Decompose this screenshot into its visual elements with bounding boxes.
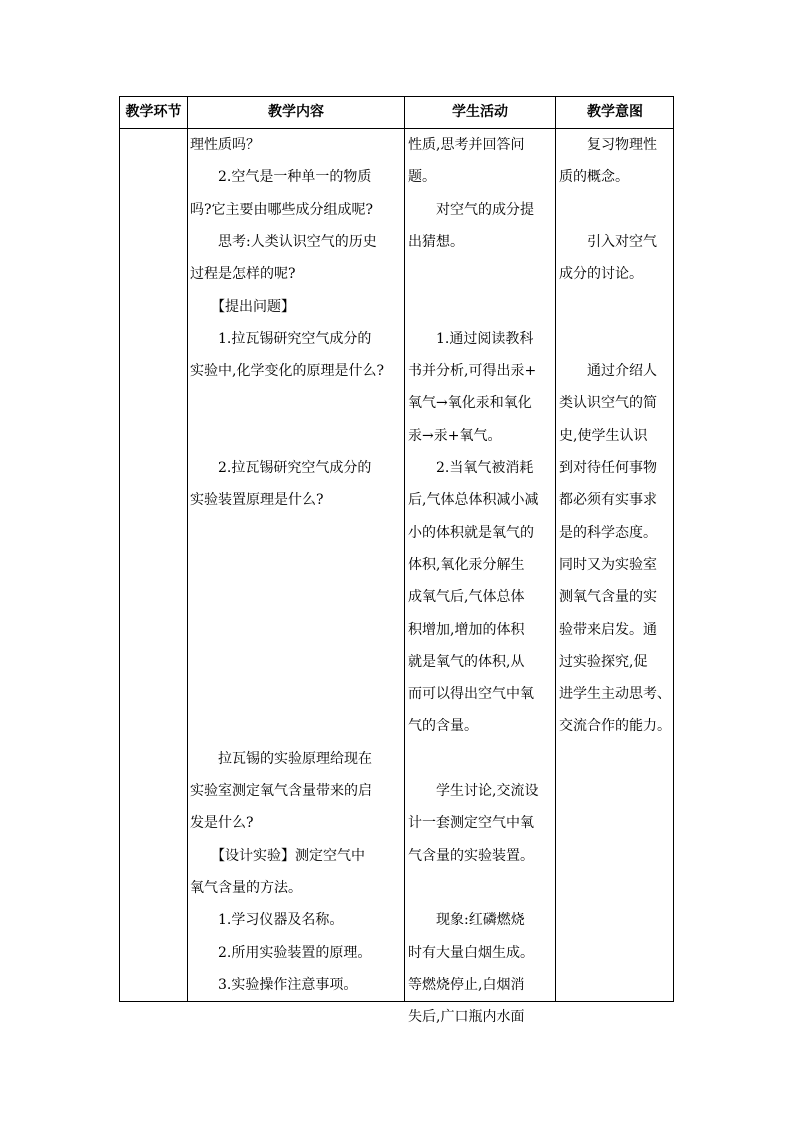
activity-text-line: 书并分析,可得出汞+ [408, 363, 537, 380]
activity-text-line: 气含量的实验装置。 [408, 847, 534, 864]
activity-text-line: 2.当氧气被消耗 [408, 460, 534, 476]
content-text-line: 3.实验操作注意事项。 [190, 976, 358, 993]
activity-text-line: 对空气的成分提 [408, 201, 534, 218]
activity-text-line: 体积,氧化汞分解生 [408, 556, 525, 573]
content-text-line: 2.拉瓦锡研究空气成分的 [190, 460, 372, 476]
intent-text-line: 通过介绍人 [559, 363, 657, 380]
intent-text-line: 史,使学生认识 [559, 427, 648, 444]
activity-text-line: 失后,广口瓶内水面 [408, 1009, 525, 1026]
intent-text-line: 都必须有实事求 [559, 492, 657, 509]
content-text-line: 思考:人类认识空气的历史 [190, 233, 377, 250]
teaching-intent-cell [559, 129, 677, 1001]
content-text-line: 实验装置原理是什么? [190, 492, 324, 509]
intent-text-line: 类认识空气的简 [559, 395, 657, 412]
content-text-line: 1.拉瓦锡研究空气成分的 [190, 330, 372, 347]
content-text-line: 【设计实验】测定空气中 [190, 847, 365, 864]
content-text-line: 发是什么? [190, 815, 254, 832]
content-text-line: 吗?它主要由哪些成分组成呢? [190, 201, 374, 218]
activity-text-line: 就是氧气的体积,从 [408, 653, 525, 670]
activity-text-line: 汞→汞+氧气。 [408, 427, 502, 444]
intent-text-line: 同时又为实验室 [559, 556, 657, 573]
activity-text-line: 计一套测定空气中氧 [408, 815, 534, 832]
activity-text-line: 题。 [408, 169, 436, 186]
intent-text-line: 成分的讨论。 [559, 266, 643, 283]
activity-text-line: 后,气体总体积减小减 [408, 492, 539, 509]
activity-text-line: 成氧气后,气体总体 [408, 589, 525, 606]
intent-text-line: 测氧气含量的实 [559, 589, 657, 606]
intent-text-line: 是的科学态度。 [559, 524, 657, 541]
intent-text-line: 引入对空气 [559, 233, 657, 250]
content-text-line: 2.所用实验装置的原理。 [190, 944, 372, 961]
column-divider [187, 97, 188, 1001]
activity-text-line: 而可以得出空气中氧 [408, 686, 534, 703]
activity-text-line: 等燃烧停止,白烟消 [408, 976, 525, 993]
header-teaching-stage: 教学环节 [125, 104, 182, 120]
content-text-line: 实验室测定氧气含量带来的启 [190, 783, 372, 799]
activity-text-line: 小的体积就是氧气的 [408, 524, 534, 541]
activity-text-line: 现象:红磷燃烧 [408, 912, 525, 929]
intent-text-line: 过实验探究,促 [559, 653, 648, 670]
header-teaching-intent: 教学意图 [587, 104, 643, 120]
teaching-content-cell [190, 129, 404, 1001]
intent-text-line: 验带来启发。通 [559, 621, 657, 638]
content-text-line: 氧气含量的方法。 [190, 879, 302, 896]
lesson-plan-table [119, 96, 674, 1026]
content-text-line: 1.学习仪器及名称。 [190, 912, 344, 929]
activity-text-line: 气的含量。 [408, 718, 478, 735]
content-text-line: 2.空气是一种单一的物质 [190, 169, 372, 186]
content-text-line: 理性质吗？ [190, 137, 260, 153]
header-teaching-content: 教学内容 [268, 104, 324, 120]
activity-text-line: 1.通过阅读教科 [408, 330, 534, 347]
column-divider [555, 97, 556, 1001]
column-divider [404, 97, 405, 1001]
content-text-line: 实验中,化学变化的原理是什么? [190, 363, 384, 380]
intent-text-line: 质的概念。 [559, 169, 629, 186]
activity-text-line: 时有大量白烟生成。 [408, 944, 534, 961]
intent-text-line: 复习物理性 [559, 137, 657, 153]
intent-text-line: 进学生主动思考、 [559, 686, 671, 703]
activity-text-line: 积增加,增加的体积 [408, 621, 525, 638]
intent-text-line: 到对待任何事物 [559, 460, 657, 476]
activity-text-line: 出猜想。 [408, 233, 464, 250]
student-activity-cell [408, 129, 555, 1026]
content-text-line: 拉瓦锡的实验原理给现在 [190, 750, 372, 767]
activity-text-line: 学生讨论,交流设 [408, 783, 539, 799]
activity-text-line: 性质,思考并回答问 [408, 137, 525, 153]
content-text-line: 【提出问题】 [190, 298, 295, 315]
intent-text-line: 交流合作的能力。 [559, 718, 671, 735]
header-student-activity: 学生活动 [452, 104, 508, 120]
activity-text-line: 氧气→氧化汞和氧化 [408, 395, 532, 412]
content-text-line: 过程是怎样的呢? [190, 266, 296, 283]
stage-cell [120, 129, 186, 1001]
